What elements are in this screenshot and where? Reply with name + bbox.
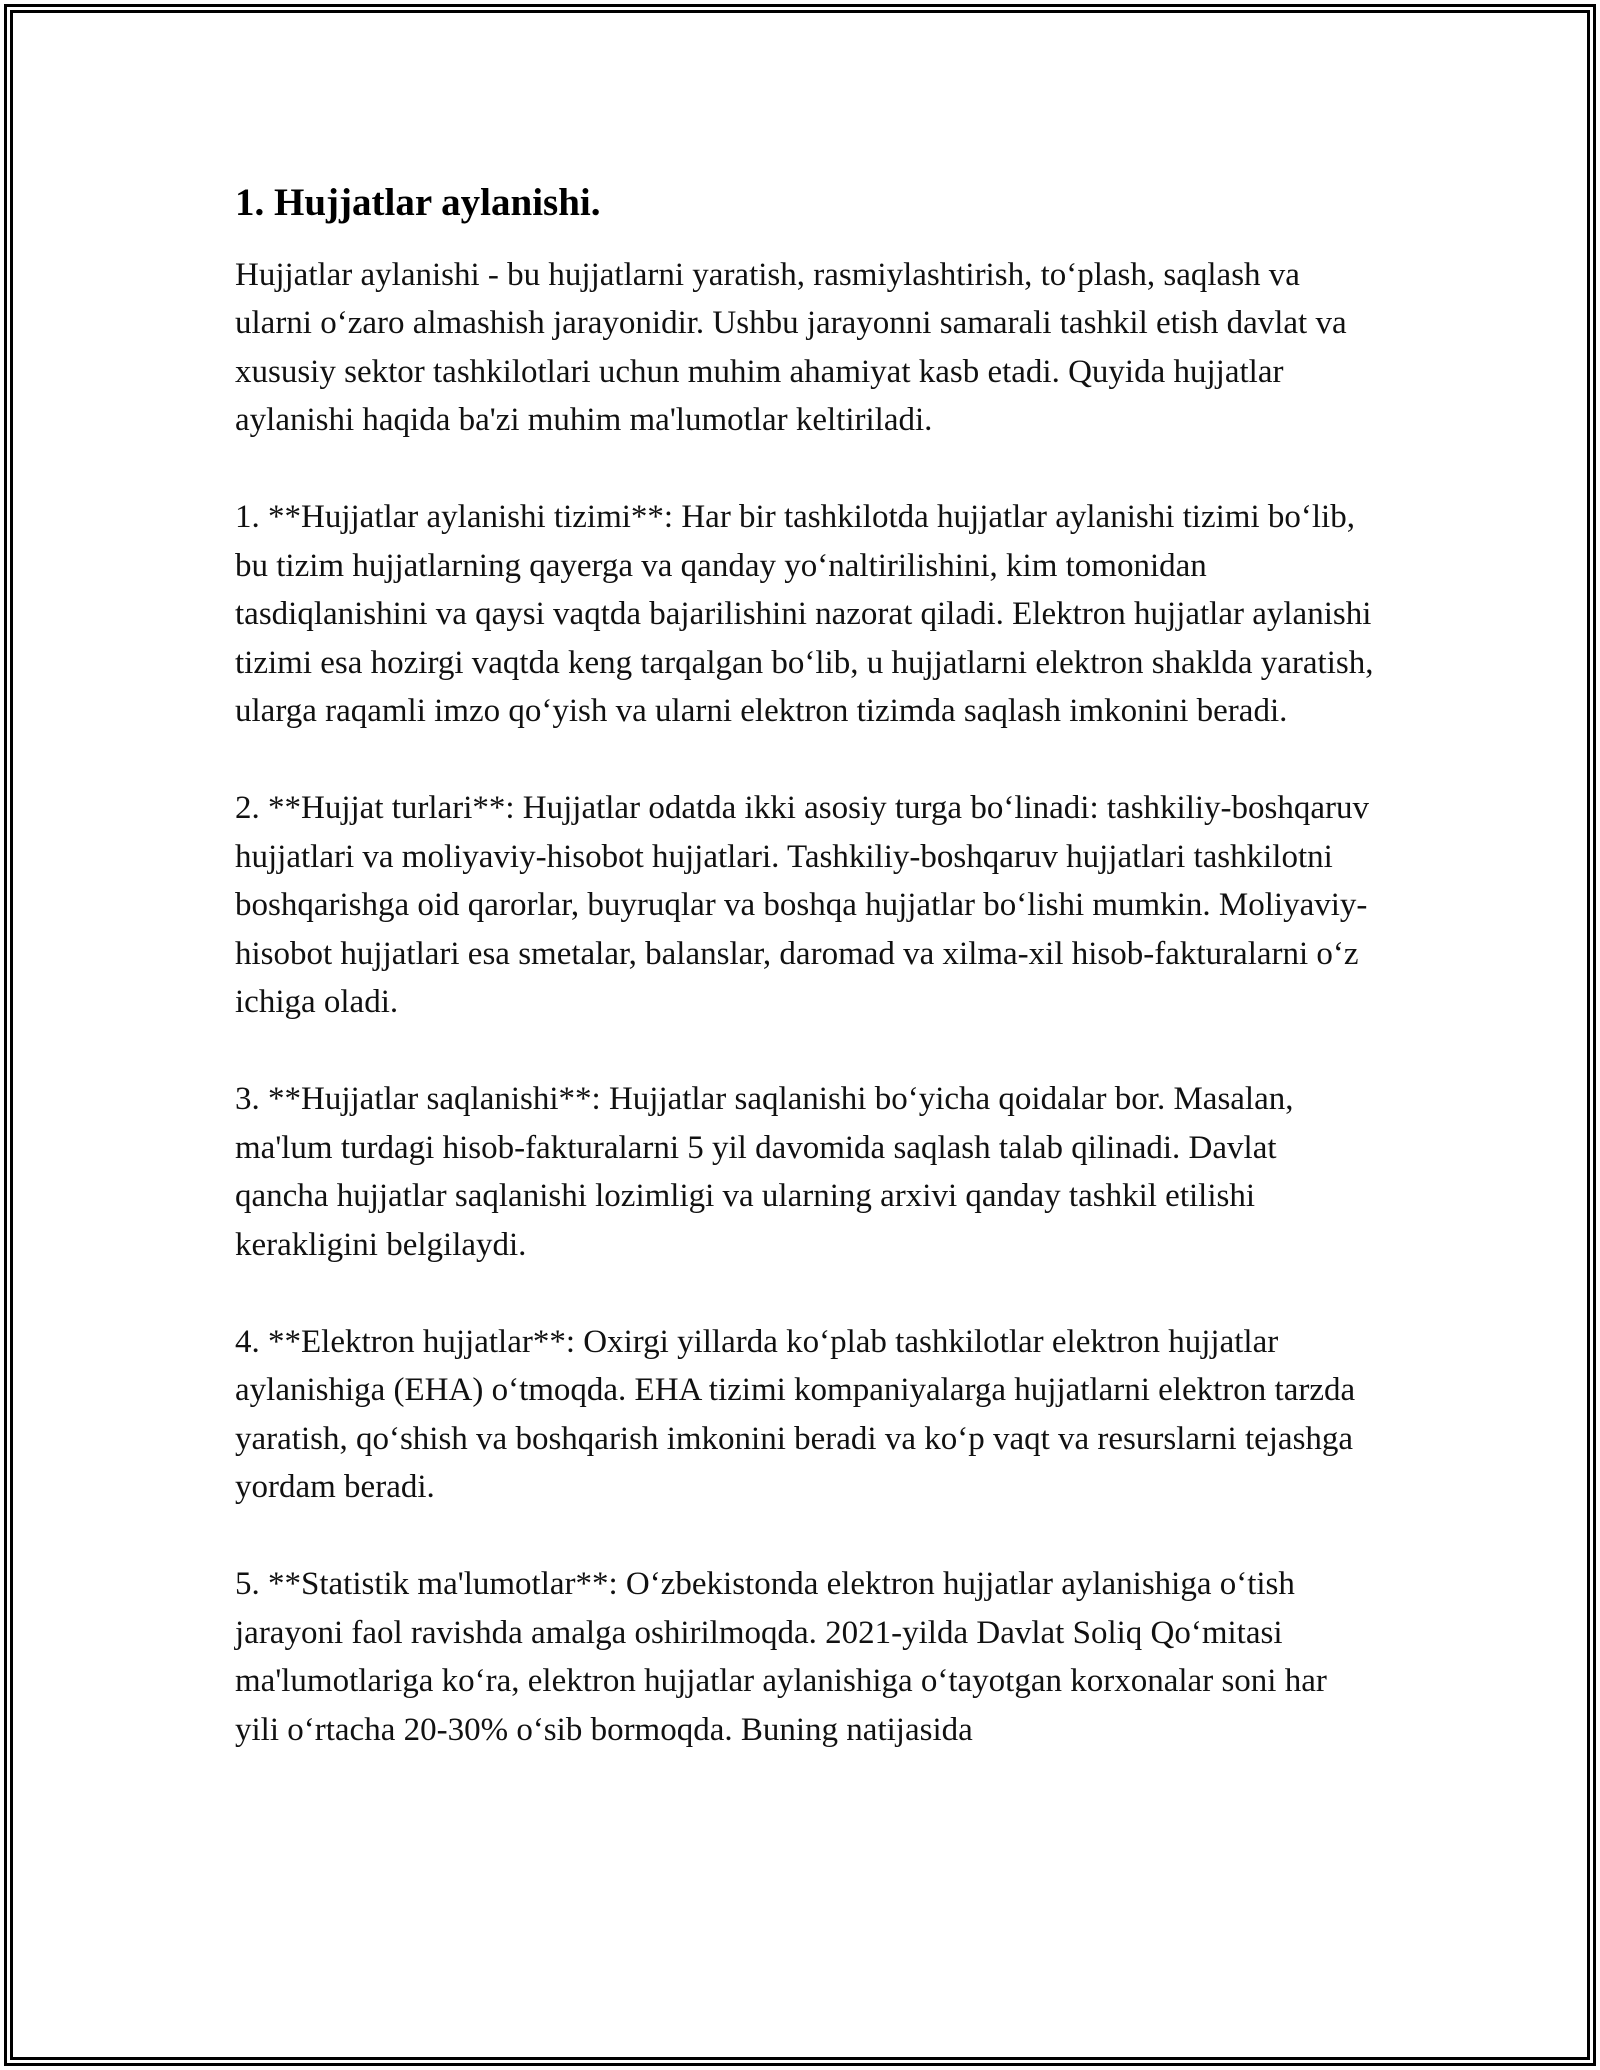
paragraph-electronic: 4. **Elektron hujjatlar**: Oxirgi yillarda ko‘plab tashkilotlar elektron hujjatlar aylanishiga (EHA) o‘tmoqda. EHA tizimi kompaniyalarga hujjatlarni elektron tarzda yaratish, qo‘shish va boshqarish imkonini beradi va ko‘p vaqt va resurslarni tejashga yordam beradi.	[235, 1323, 1356, 1506]
paragraph-statistics: 5. **Statistik ma'lumotlar**: O‘zbekistonda elektron hujjatlar aylanishiga o‘tish jarayoni faol ravishda amalga oshirilmoqda. 2021-yilda Davlat Soliq Qo‘mitasi ma'lumotlariga ko‘ra, elektron hujjatlar aylanishiga o‘tayotgan korxonalar soni har yili o‘rtacha 20-30% o‘sib bormoqda. Buning natijasida	[235, 1566, 1327, 1748]
paragraph-types: 2. **Hujjat turlari**: Hujjatlar odatda ikki asosiy turga bo‘linadi: tashkiliy-boshqaruv hujjatlari va moliyaviy-hisobot hujjatlari. Tashkiliy-boshqaruv hujjatlari tashkilotni boshqarishga oid qarorlar, buyruqlar va boshqa hujjatlar bo‘lishi mumkin. Moliyaviy-hisobot hujjatlari esa smetalar, balanslar, daromad va xilma-xil hisob-fakturalarni o‘z ichiga oladi.	[235, 790, 1370, 1021]
paragraph-system: 1. **Hujjatlar aylanishi tizimi**: Har bir tashkilotda hujjatlar aylanishi tizimi bo‘lib, bu tizim hujjatlarning qayerga va qanday yo‘naltirilishini, kim tomonidan tasdiqlanishini va qaysi vaqtda bajarilishini nazorat qiladi. Elektron hujjatlar aylanishi tizimi esa hozirgi vaqtda keng tarqalgan bo‘lib, u hujjatlarni elektron shaklda yaratish, ularga raqamli imzo qo‘yish va ularni elektron tizimda saqlash imkonini beradi.	[235, 499, 1374, 730]
paragraph-storage: 3. **Hujjatlar saqlanishi**: Hujjatlar saqlanishi bo‘yicha qoidalar bor. Masalan, ma'lum turdagi hisob-fakturalarni 5 yil davomida saqlash talab qilinadi. Davlat qancha hujjatlar saqlanishi lozimligi va ularning arxivi qanday tashkil etilishi kerakligini belgilaydi.	[235, 1081, 1294, 1263]
document-body	[235, 180, 1375, 1803]
section-heading: 1. Hujjatlar aylanishi.	[235, 181, 601, 224]
intro-paragraph: Hujjatlar aylanishi - bu hujjatlarni yaratish, rasmiylashtirish, to‘plash, saqlash va ularni o‘zaro almashish jarayonidir. Ushbu jarayonni samarali tashkil etish davlat va xususiy sektor tashkilotlari uchun muhim ahamiyat kasb etadi. Quyida hujjatlar aylanishi haqida ba'zi muhim ma'lumotlar keltiriladi.	[235, 256, 1347, 439]
